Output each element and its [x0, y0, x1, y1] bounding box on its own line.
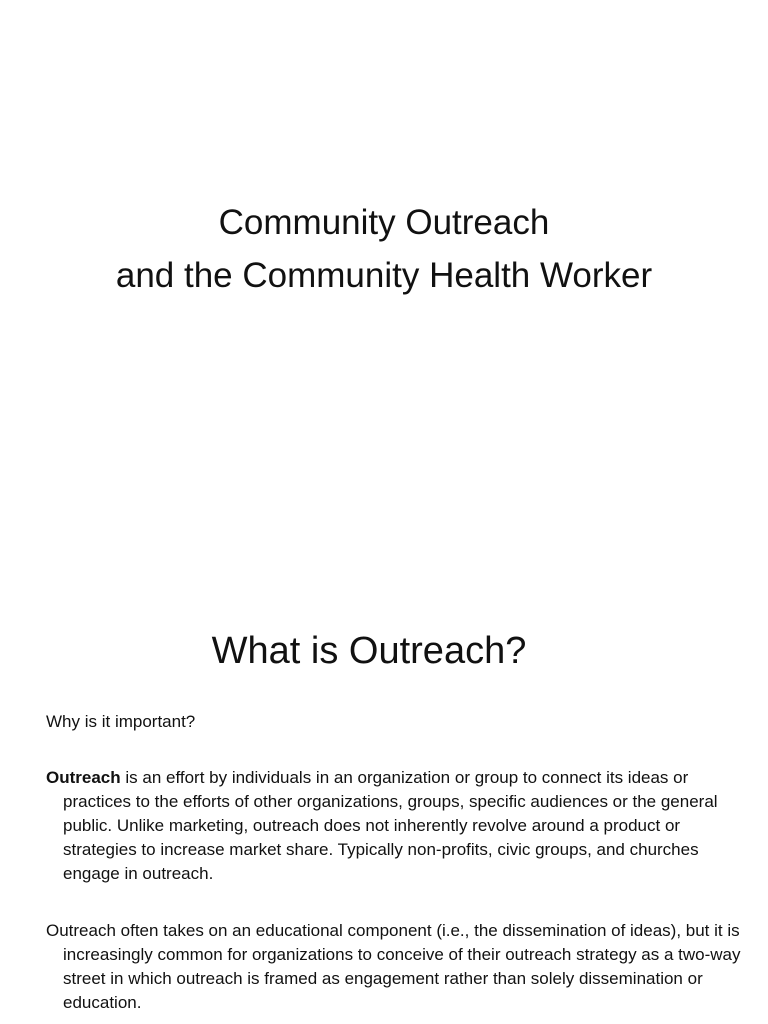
content-slide [0, 576, 768, 1024]
title-line-2: and the Community Health Worker [115, 256, 653, 295]
paragraph-education: Outreach often takes on an educational component (i.e., the dissemination of ideas), but it is increasingly common for organizations to conceive of their outreach strategy as a two-way street in which outreach is framed as engagement rather than solely dissemination or education. [46, 921, 741, 1012]
intro-question: Why is it important? [46, 712, 196, 731]
defined-term: Outreach [46, 768, 121, 787]
slide-heading: What is Outreach? [211, 630, 527, 672]
paragraph-definition [46, 766, 753, 886]
presentation-title [0, 196, 768, 302]
definition-text: is an effort by individuals in an organization or group to connect its ideas or practices to the efforts of other organizations, groups, specific audiences or the general public. Unlike marketing, outreach does not inherently revolve around a product or strategies to increase market share. Typically non-profits, civic groups, and churches engage in outreach. [63, 768, 718, 883]
title-line-1: Community Outreach [218, 203, 550, 242]
